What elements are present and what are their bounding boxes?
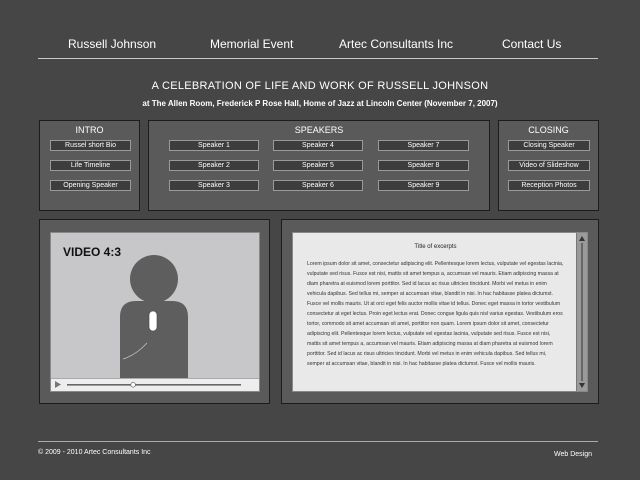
page-title: A CELEBRATION OF LIFE AND WORK OF RUSSELL JOHNSON — [151, 80, 489, 92]
closing-title: CLOSING — [528, 125, 569, 135]
footer-divider — [38, 441, 598, 442]
seek-bar[interactable] — [67, 384, 241, 386]
excerpt-panel — [281, 219, 599, 404]
scroll-down-icon[interactable] — [579, 383, 585, 388]
intro-opening-speaker-button[interactable]: Opening Speaker — [50, 180, 131, 191]
footer-web-design-link[interactable]: Web Design — [554, 451, 593, 458]
video-controls — [51, 378, 259, 391]
closing-reception-photos-button[interactable]: Reception Photos — [508, 180, 590, 191]
speaker-4-button[interactable]: Speaker 4 — [273, 140, 363, 151]
nav-link-memorial-event[interactable]: Memorial Event — [210, 37, 294, 51]
top-nav — [38, 30, 598, 59]
video-label: VIDEO 4:3 — [63, 245, 122, 259]
speaker-1-button[interactable]: Speaker 1 — [169, 140, 259, 151]
speaker-6-button[interactable]: Speaker 6 — [273, 180, 363, 191]
footer-copyright: © 2009 - 2010 Artec Consultants Inc — [38, 449, 151, 456]
seek-handle[interactable] — [131, 383, 136, 388]
play-icon[interactable] — [55, 381, 61, 388]
intro-panel — [39, 120, 140, 211]
closing-speaker-button[interactable]: Closing Speaker — [508, 140, 590, 151]
excerpt-scrollbar[interactable] — [576, 233, 587, 391]
speaker-8-button[interactable]: Speaker 8 — [378, 160, 469, 171]
speaker-silhouette-icon — [51, 233, 259, 391]
speaker-9-button[interactable]: Speaker 9 — [378, 180, 469, 191]
speaker-2-button[interactable]: Speaker 2 — [169, 160, 259, 171]
closing-slideshow-button[interactable]: Video of Slideshow — [508, 160, 590, 171]
scroll-track[interactable] — [582, 243, 583, 381]
speakers-panel — [148, 120, 490, 211]
speakers-title: SPEAKERS — [294, 125, 344, 135]
speaker-7-button[interactable]: Speaker 7 — [378, 140, 469, 151]
speaker-5-button[interactable]: Speaker 5 — [273, 160, 363, 171]
speaker-3-button[interactable]: Speaker 3 — [169, 180, 259, 191]
scroll-up-icon[interactable] — [579, 236, 585, 241]
nav-link-artec-consultants[interactable]: Artec Consultants Inc — [339, 37, 454, 51]
intro-title: INTRO — [75, 125, 104, 135]
page-subtitle: at The Allen Room, Frederick P Rose Hall, Home of Jazz at Lincoln Center (November 7, 2007) — [142, 99, 498, 108]
closing-panel — [498, 120, 599, 211]
intro-bio-button[interactable]: Russel short Bio — [50, 140, 131, 151]
nav-link-contact-us[interactable]: Contact Us — [502, 37, 562, 51]
excerpt-body: Lorem ipsum dolor sit amet, consectetur adipiscing elit. Pellentesque lorem lectus, vulputate vel egestas lacinia, vulputate sed risus. Fusce est nisi, mattis sit amet tempus a, accumsan vel mauris. Etiam adipiscing massa at diam pharetra at euismod lorem porttitor. Sed id lacus ac risus ultricies tincidunt. Morbi vel metus in enim vehicula dapibus. Sed tellus mi, semper at accumsan vitae, blandit in nisi. In hac habitasse platea dictumst. Fusce vel mollis mauris. Ut at orci eget felis auctor mollis vitae id tellus. Donec eget massa in tortor vestibulum consectetur at eget lectus. Proin eget lectus erat. Donec congue ligula quis nisl varius egestas. Vestibulum eros tortor, commodo sit amet accumsan sit amet, porttitor non quam. Lorem ipsum dolor sit amet, consectetur adipiscing elit. Pellentesque lorem lectus, vulputate vel egestas lacinia, vulputate sed risus. Fusce est nisi, mattis sit amet tempus a, accumsan vel mauris. Etiam adipiscing massa at diam pharetra at euismod lorem porttitor. Sed id lacus ac risus ultricies tincidunt. Morbi vel metus in enim vehicula dapibus. Sed tellus mi, semper at accumsan vitae, blandit in nisi. In hac habitasse platea dictumst. Fusce vel mollis mauris. — [307, 261, 564, 367]
excerpt-title: Title of excerpts — [414, 244, 457, 250]
video-player[interactable] — [50, 232, 260, 392]
nav-link-russell-johnson[interactable]: Russell Johnson — [68, 37, 157, 51]
excerpt-box[interactable] — [292, 232, 588, 392]
video-panel — [39, 219, 270, 404]
intro-timeline-button[interactable]: Life Timeline — [50, 160, 131, 171]
